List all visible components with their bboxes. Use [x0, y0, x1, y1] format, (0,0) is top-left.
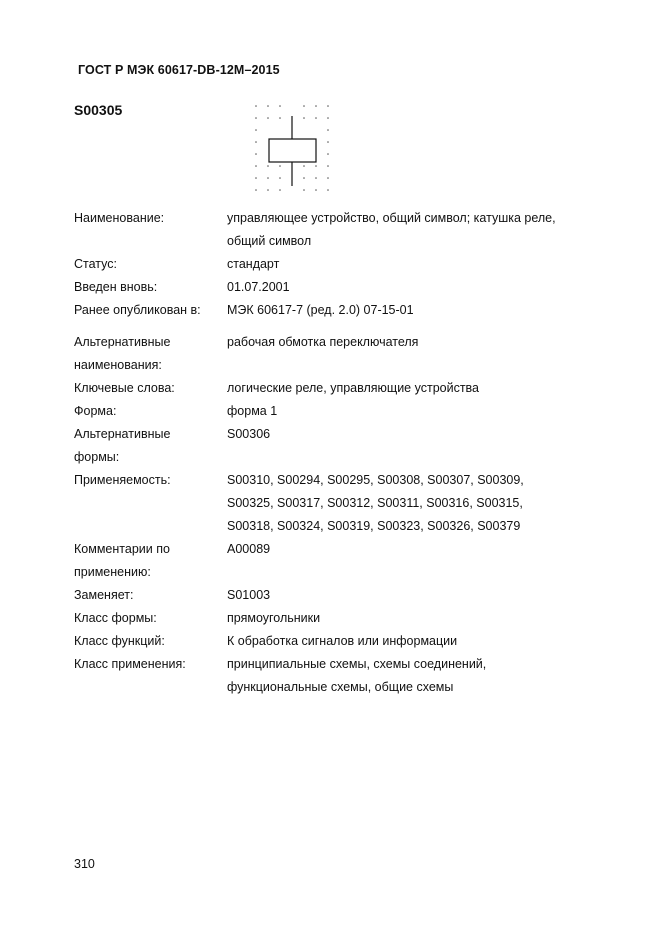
field-label: Заменяет: — [74, 588, 134, 602]
field-label: Введен вновь: — [74, 280, 158, 294]
field-label: Применяемость: — [74, 473, 171, 487]
field-label: Класс формы: — [74, 611, 157, 625]
field-value: МЭК 60617-7 (ред. 2.0) 07-15-01 — [227, 303, 414, 317]
relay-coil-symbol-icon — [250, 100, 336, 200]
field-value: S01003 — [227, 588, 271, 602]
field-row-keywords — [74, 377, 614, 400]
field-label: Класс применения: — [74, 657, 186, 671]
field-row-alternative-names — [74, 331, 614, 377]
field-value: принципиальные схемы, схемы соединений, функциональные схемы, общие схемы — [227, 657, 487, 694]
field-label: Класс функций: — [74, 634, 165, 648]
field-value: управляющее устройство, общий символ; катушка реле, общий символ — [227, 211, 556, 248]
field-value: A00089 — [227, 542, 271, 556]
field-value: К обработка сигналов или информации — [227, 634, 458, 648]
field-row-previously-published — [74, 299, 614, 322]
field-row-shape-class — [74, 607, 614, 630]
field-label: Ключевые слова: — [74, 381, 175, 395]
page-number: 310 — [74, 857, 95, 871]
document-header: ГОСТ Р МЭК 60617-DB-12M–2015 — [78, 63, 280, 77]
field-row-application-notes — [74, 538, 614, 584]
field-label: Комментарии по применению: — [74, 542, 170, 579]
field-row-replaces — [74, 584, 614, 607]
field-value: S00306 — [227, 427, 271, 441]
field-row-alternative-forms — [74, 423, 614, 469]
field-row-form — [74, 400, 614, 423]
field-value: рабочая обмотка переключателя — [227, 335, 419, 349]
field-value: S00310, S00294, S00295, S00308, S00307, S00309, S00325, S00317, S00312, S00311, S00316, S00315, S00318, S00324, S00319, S00323, S00326, S00379 — [227, 473, 524, 533]
field-row-name — [74, 207, 614, 253]
field-value: форма 1 — [227, 404, 278, 418]
field-row-applicability — [74, 469, 614, 538]
field-label: Альтернативные формы: — [74, 427, 171, 464]
field-label: Статус: — [74, 257, 117, 271]
field-label: Наименование: — [74, 211, 165, 225]
field-label: Ранее опубликован в: — [74, 303, 201, 317]
field-value: 01.07.2001 — [227, 280, 290, 294]
field-label: Форма: — [74, 404, 117, 418]
field-row-status — [74, 253, 614, 276]
field-value: прямоугольники — [227, 611, 321, 625]
field-row-application-class — [74, 653, 614, 699]
field-row-function-class — [74, 630, 614, 653]
symbol-code: S00305 — [74, 102, 123, 118]
field-value: логические реле, управляющие устройства — [227, 381, 480, 395]
field-label: Альтернативные наименования: — [74, 335, 171, 372]
field-value: стандарт — [227, 257, 280, 271]
field-list — [74, 207, 614, 699]
field-row-introduced — [74, 276, 614, 299]
